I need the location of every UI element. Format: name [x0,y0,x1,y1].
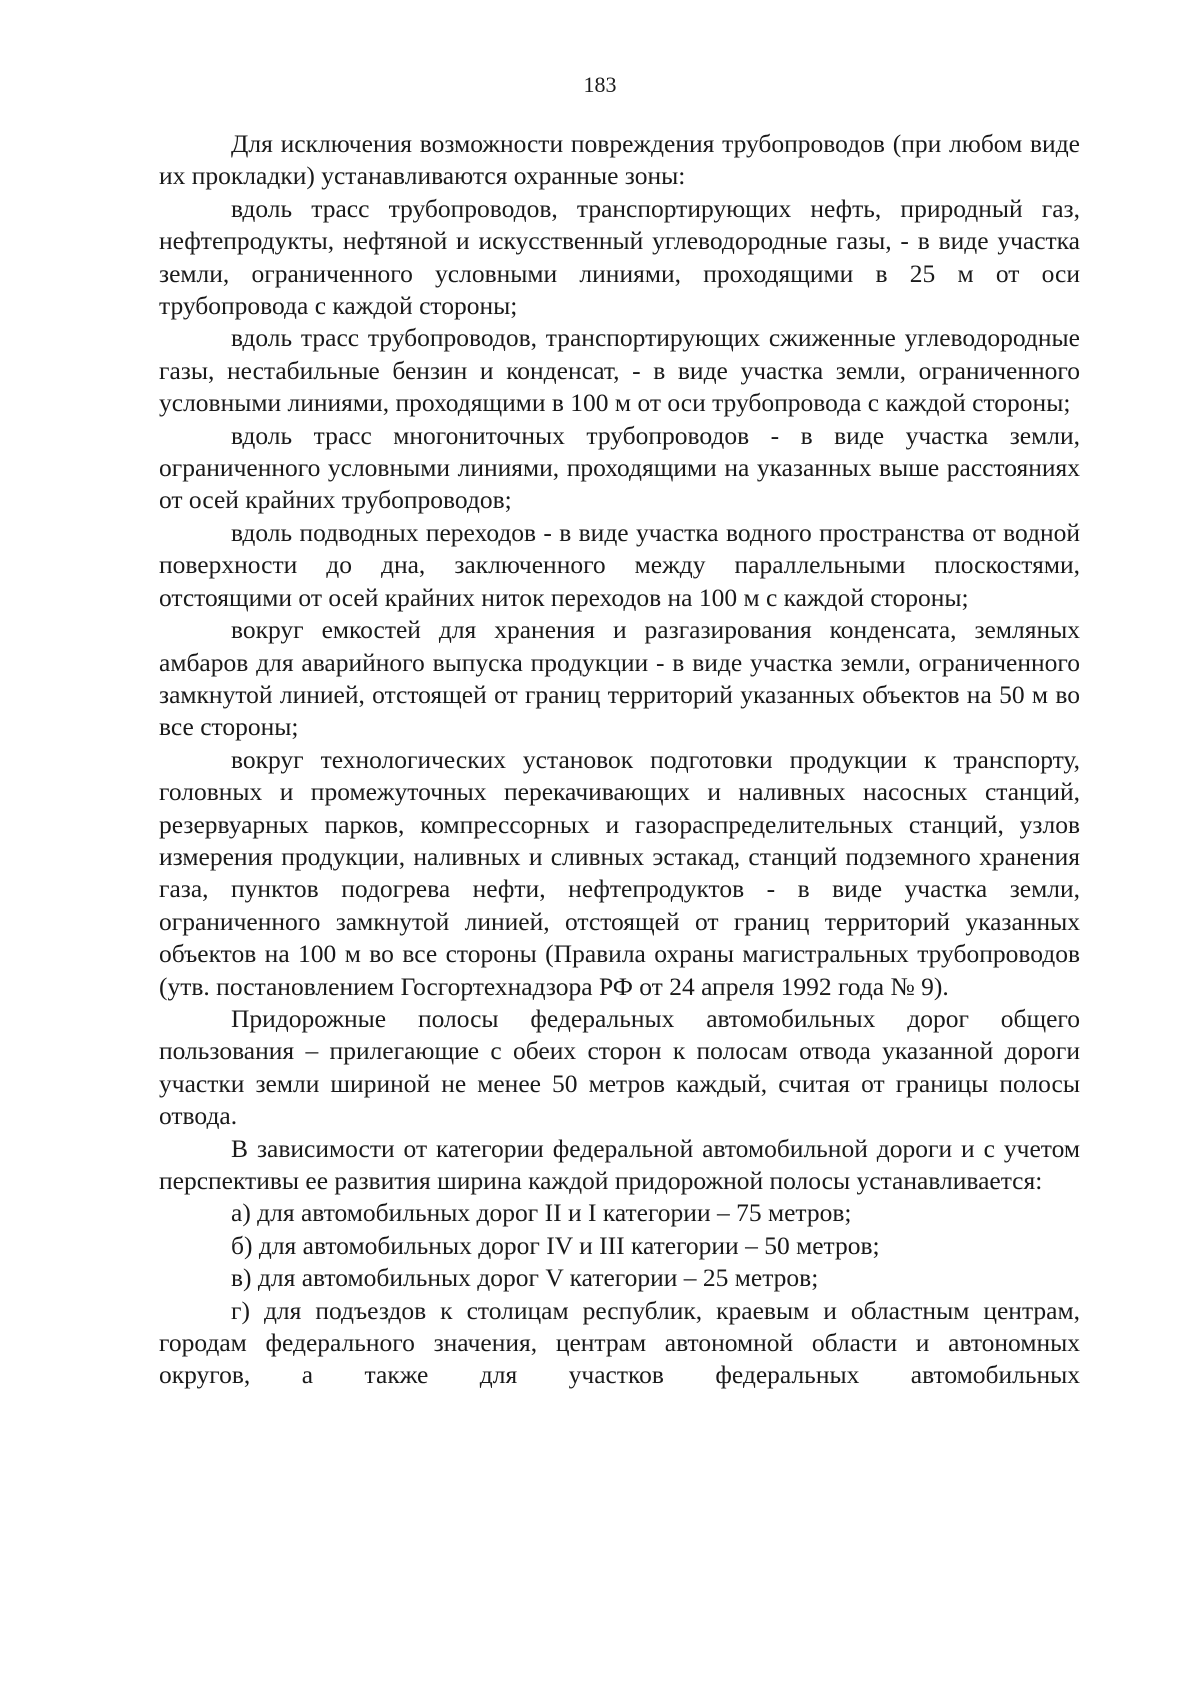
paragraph-multi-line-pipelines: вдоль трасс многониточных трубопроводов - в виде участка земли, ограниченного условными линиями, проходящими на указанных выше расстояниях от осей крайних трубопроводов; [159,420,1080,515]
body-text [159,128,1080,1392]
paragraph-underwater-crossings: вдоль подводных переходов - в виде участка водного пространства от водной поверхности до дна, заключенного между параллельными плоскостями, отстоящими от осей крайних ниток переходов на 100 м с каждой стороны; [159,517,1080,612]
paragraph-strip-width-intro: В зависимости от категории федеральной автомобильной дороги и с учетом перспективы ее развития ширина каждой придорожной полосы устанавливается: [159,1133,1080,1195]
list-item-a: а) для автомобильных дорог II и I категории – 75 метров; [231,1198,852,1228]
list-item-g: г) для подъездов к столицам республик, краевым и областным центрам, городам федерального значения, центрам автономной области и автономных округов, а также для участков федеральных автомобильных [159,1295,1080,1390]
list-item-v: в) для автомобильных дорог V категории – 25 метров; [231,1263,819,1293]
paragraph-oil-gas-pipelines: вдоль трасс трубопроводов, транспортирующих нефть, природный газ, нефтепродукты, нефтяной и искусственный углеводородные газы, - в виде участка земли, ограниченного условными линиями, проходящими в 25 м от оси трубопровода с каждой стороны; [159,193,1080,321]
paragraph-intro: Для исключения возможности повреждения трубопроводов (при любом виде их прокладки) устанавливаются охранные зоны: [159,129,1080,191]
paragraph-liquefied-gas-pipelines: вдоль трасс трубопроводов, транспортирующих сжиженные углеводородные газы, нестабильные бензин и конденсат, - в виде участка земли, ограниченного условными линиями, проходящими в 100 м от оси трубопровода с каждой стороны; [159,323,1080,418]
page-number: 183 [583,72,617,97]
paragraph-roadside-strips: Придорожные полосы федеральных автомобильных дорог общего пользования – прилегающие с обеих сторон к полосам отвода указанной дороги участки земли шириной не менее 50 метров каждый, считая от границы полосы отвода. [159,1003,1080,1131]
paragraph-technological-installations: вокруг технологических установок подготовки продукции к транспорту, головных и промежуточных перекачивающих и наливных насосных станций, резервуарных парков, компрессорных и газораспределительных станций, узлов измерения продукции, наливных и сливных эстакад, станций подземного хранения газа, пунктов подогрева нефти, нефтепродуктов - в виде участка земли, ограниченного замкнутой линией, отстоящей от границ территорий указанных объектов на 100 м во все стороны (Правила охраны магистральных трубопроводов (утв. постановлением Госгортехнадзора РФ от 24 апреля 1992 года № 9). [159,744,1080,1001]
list-item-b: б) для автомобильных дорог IV и III категории – 50 метров; [231,1230,880,1260]
paragraph-storage-tanks: вокруг емкостей для хранения и разгазирования конденсата, земляных амбаров для аварийного выпуска продукции - в виде участка земли, ограниченного замкнутой линией, отстоящей от границ территорий указанных объектов на 50 м во все стороны; [159,615,1080,742]
